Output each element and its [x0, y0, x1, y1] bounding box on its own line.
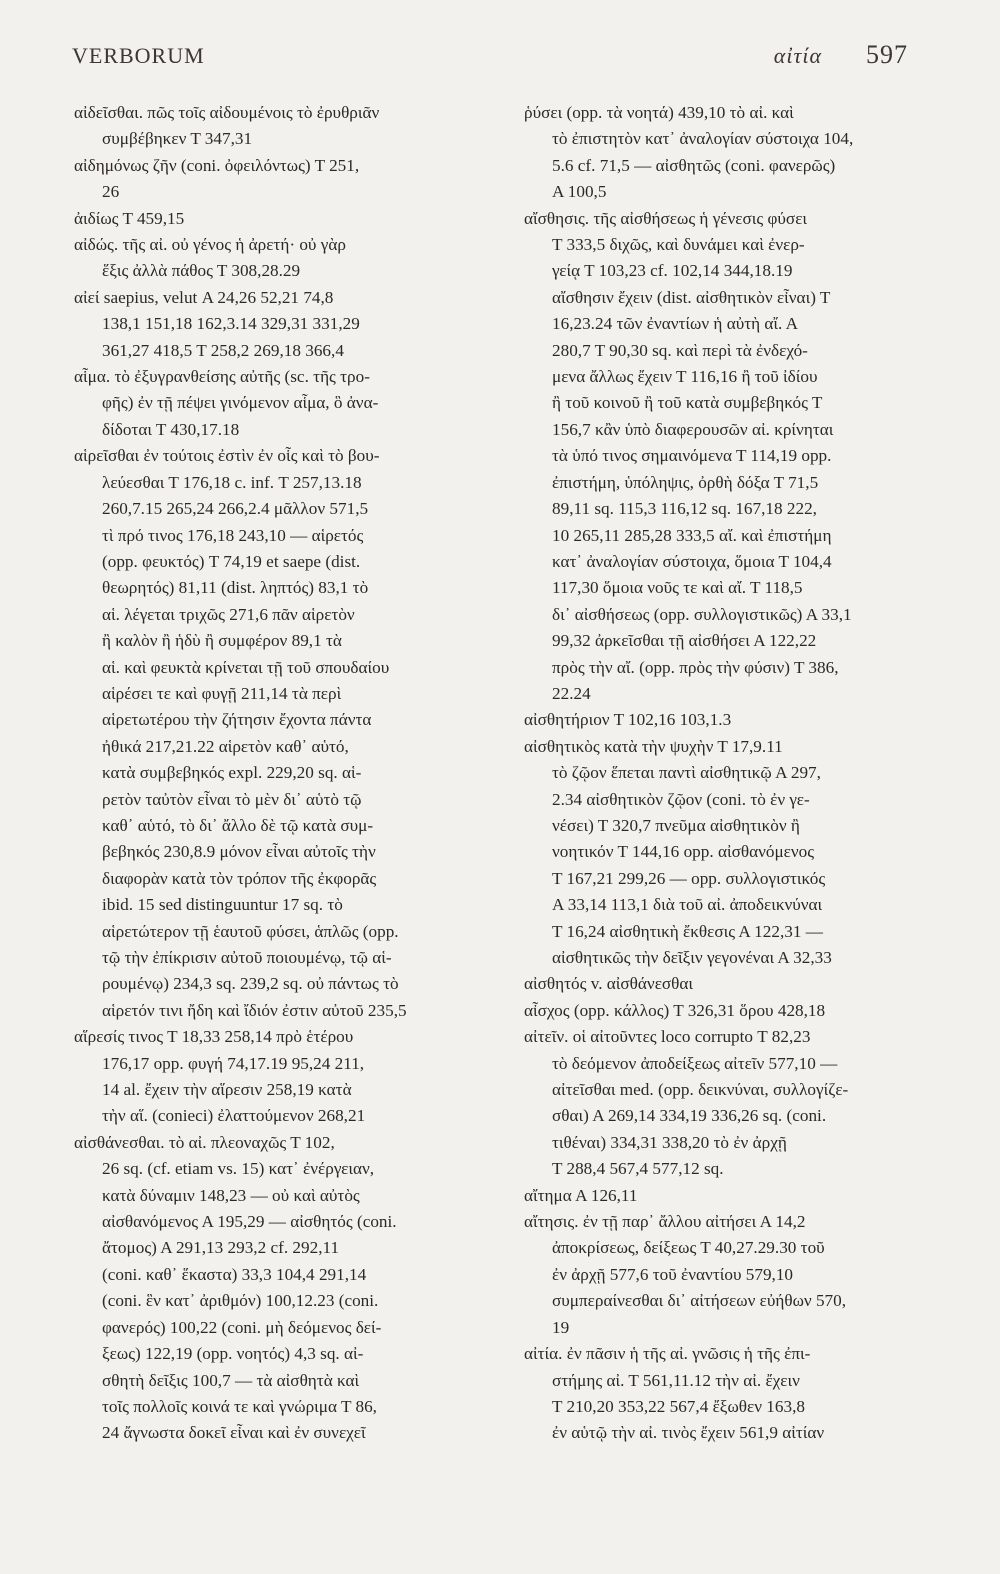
- entry-continuation-line: αἱρετωτέρου τὴν ζήτησιν ἔχοντα πάντα: [102, 710, 372, 730]
- dictionary-entry: [74, 206, 484, 232]
- dictionary-entry: [524, 100, 934, 206]
- entry-continuation-line: τὸ δεόμενον ἀποδείξεως αἰτεῖν 577,10 —: [552, 1053, 838, 1073]
- entry-continuation-line: ἐν αὑτῷ τὴν αἰ. τινὸς ἔχειν 561,9 αἰτίαν: [552, 1423, 825, 1443]
- entry-continuation-line: αἱρετώτερον τῇ ἑαυτοῦ φύσει, ἁπλῶς (opp.: [102, 921, 399, 941]
- entry-continuation-line: τὴν αἵ. (conieci) ἐλαττούμενον 268,21: [102, 1106, 366, 1126]
- entry-continuation-line: ἕξις ἀλλὰ πάθος Τ 308,28.29: [102, 261, 301, 281]
- entry-first-line: αἵρεσίς τινος Τ 18,33 258,14 πρὸ ἑτέρου: [74, 1027, 354, 1047]
- entry-continuation-line: λεύεσθαι Τ 176,18 c. inf. Τ 257,13.18: [102, 472, 362, 492]
- dictionary-entry: [74, 1130, 484, 1447]
- entry-continuation-line: ἐν ἀρχῇ 577,6 τοῦ ἐναντίου 579,10: [552, 1264, 794, 1284]
- entry-continuation-line: ἢ καλὸν ἢ ἡδὺ ἢ συμφέρον 89,1 τὰ: [102, 631, 342, 651]
- entry-continuation-line: βεβηκός 230,8.9 μόνον εἶναι αὐτοῖς τὴν: [102, 842, 376, 862]
- left-column: [74, 100, 484, 1447]
- entry-continuation-line: θεωρητός) 81,11 (dist. ληπτός) 83,1 τὸ: [102, 578, 369, 598]
- entry-continuation-line: ξεως) 122,19 (opp. νοητός) 4,3 sq. αἰ-: [102, 1344, 364, 1364]
- entry-continuation-line: συμπεραίνεσθαι δι᾽ αἰτήσεων εὐήθων 570,: [552, 1291, 847, 1311]
- entry-continuation-line: νοητικόν Τ 144,16 opp. αἰσθανόμενος: [552, 842, 815, 862]
- entry-continuation-line: Α 100,5: [552, 182, 607, 202]
- entry-first-line: αἴσθησις. τῆς αἰσθήσεως ἡ γένεσις φύσει: [524, 208, 808, 228]
- entry-continuation-line: τὸ ζῷον ἕπεται παντὶ αἰσθητικῷ Α 297,: [552, 763, 821, 783]
- entry-continuation-line: Τ 210,20 353,22 567,4 ἔξωθεν 163,8: [552, 1396, 805, 1416]
- entry-first-line: αἰεί saepius, velut Α 24,26 52,21 74,8: [74, 287, 334, 307]
- entry-continuation-line: ἢ τοῦ κοινοῦ ἢ τοῦ κατὰ συμβεβηκός Τ: [552, 393, 823, 413]
- entry-continuation-line: νέσει) Τ 320,7 πνεῦμα αἰσθητικὸν ἢ: [552, 815, 800, 835]
- entry-continuation-line: 156,7 κἂν ὑπὸ διαφερουσῶν αἰ. κρίνηται: [552, 419, 834, 439]
- entry-continuation-line: 117,30 ὅμοια νοῦς τε καὶ αἴ. Τ 118,5: [552, 578, 803, 598]
- entry-continuation-line: φῆς) ἐν τῇ πέψει γινόμενον αἷμα, ὃ ἀνα-: [102, 393, 379, 413]
- entry-continuation-line: ibid. 15 sed distinguuntur 17 sq. τὸ: [102, 895, 343, 915]
- entry-continuation-line: Τ 288,4 567,4 577,12 sq.: [552, 1159, 724, 1179]
- entry-continuation-line: αἴσθησιν ἔχειν (dist. αἰσθητικὸν εἶναι) Τ: [552, 287, 831, 307]
- entry-continuation-line: 22.24: [552, 683, 591, 703]
- dictionary-entry: [524, 1183, 934, 1209]
- entry-continuation-line: κατὰ δύναμιν 148,23 — οὐ καὶ αὐτὸς: [102, 1185, 360, 1205]
- dictionary-entry: [74, 100, 484, 153]
- entry-continuation-line: δίδοται Τ 430,17.18: [102, 419, 240, 439]
- entry-continuation-line: 361,27 418,5 Τ 258,2 269,18 366,4: [102, 340, 344, 360]
- entry-first-line: αἱρεῖσθαι ἐν τούτοις ἐστὶν ἐν οἷς καὶ τὸ βου-: [74, 446, 380, 466]
- entry-continuation-line: 16,23.24 τῶν ἐναντίων ἡ αὐτὴ αἴ. Α: [552, 314, 799, 334]
- entry-continuation-line: Α 33,14 113,1 διὰ τοῦ αἰ. ἀποδεικνύναι: [552, 895, 823, 915]
- entry-continuation-line: (coni. καθ᾽ ἕκαστα) 33,3 104,4 291,14: [102, 1264, 367, 1284]
- entry-continuation-line: μενα ἄλλως ἔχειν Τ 116,16 ἢ τοῦ ἰδίου: [552, 367, 818, 387]
- dictionary-entry: [524, 1209, 934, 1341]
- entry-first-line: ῥύσει (opp. τὰ νοητά) 439,10 τὸ αἰ. καὶ: [524, 103, 794, 122]
- dictionary-entry: [74, 364, 484, 443]
- entry-continuation-line: 5.6 cf. 71,5 — αἰσθητῶς (coni. φανερῶς): [552, 155, 836, 175]
- entry-continuation-line: 26: [102, 182, 120, 202]
- entry-first-line: αἶσχος (opp. κάλλος) Τ 326,31 ὅρου 428,18: [524, 1000, 826, 1020]
- dictionary-entry: [524, 707, 934, 733]
- entry-first-line: αἰδημόνως ζῆν (coni. ὀφειλόντως) Τ 251,: [74, 155, 360, 175]
- entry-continuation-line: ρουμένῳ) 234,3 sq. 239,2 sq. οὐ πάντως τὸ: [102, 974, 399, 994]
- entry-continuation-line: (opp. φευκτός) Τ 74,19 et saepe (dist.: [102, 551, 361, 571]
- entry-first-line: αἰτεῖν. οἱ αἰτοῦντες loco corrupto Τ 82,23: [524, 1027, 811, 1047]
- entry-continuation-line: αἱ. λέγεται τριχῶς 271,6 πᾶν αἱρετὸν: [102, 604, 355, 624]
- entry-continuation-line: καθ᾽ αὑτό, τὸ δι᾽ ἄλλο δὲ τῷ κατὰ συμ-: [102, 815, 374, 835]
- right-column: [524, 100, 934, 1447]
- dictionary-entry: [524, 1341, 934, 1447]
- dictionary-entry: [524, 1024, 934, 1182]
- entry-continuation-line: τοῖς πολλοῖς κοινά τε καὶ γνώριμα Τ 86,: [102, 1396, 377, 1416]
- dictionary-entry: [524, 998, 934, 1024]
- entry-continuation-line: γείᾳ Τ 103,23 cf. 102,14 344,18.19: [552, 261, 793, 281]
- entry-continuation-line: σθητὴ δεῖξις 100,7 — τὰ αἰσθητὰ καὶ: [102, 1370, 360, 1390]
- entry-first-line: αἷμα. τὸ ἐξυγρανθείσης αὐτῆς (sc. τῆς τρο-: [74, 367, 370, 387]
- entry-continuation-line: 2.34 αἰσθητικὸν ζῷον (coni. τὸ ἐν γε-: [552, 789, 810, 809]
- entry-first-line: αἰσθητικὸς κατὰ τὴν ψυχὴν Τ 17,9.11: [524, 736, 783, 756]
- entry-continuation-line: 280,7 Τ 90,30 sq. καὶ περὶ τὰ ἐνδεχό-: [552, 340, 808, 360]
- entry-continuation-line: κατὰ συμβεβηκός expl. 229,20 sq. αἱ-: [102, 763, 362, 783]
- entry-continuation-line: φανερός) 100,22 (coni. μὴ δεόμενος δεί-: [102, 1317, 382, 1337]
- dictionary-entry: [524, 206, 934, 708]
- entry-continuation-line: 26 sq. (cf. etiam vs. 15) κατ᾽ ἐνέργειαν,: [102, 1159, 375, 1179]
- entry-continuation-line: ρετὸν ταὐτὸν εἶναι τὸ μὲν δι᾽ αὑτὸ τῷ: [102, 789, 362, 809]
- dictionary-entry: [74, 1024, 484, 1130]
- running-head: [72, 40, 908, 70]
- entry-first-line: ἀιδίως Τ 459,15: [74, 208, 185, 228]
- entry-continuation-line: Τ 167,21 299,26 — opp. συλλογιστικός: [552, 868, 826, 888]
- entry-continuation-line: συμβέβηκεν Τ 347,31: [102, 129, 253, 149]
- running-head-title: VERBORUM: [72, 43, 205, 68]
- entry-continuation-line: (coni. ἓν κατ᾽ ἀριθμόν) 100,12.23 (coni.: [102, 1291, 379, 1311]
- entry-continuation-line: ἀποκρίσεως, δείξεως Τ 40,27.29.30 τοῦ: [552, 1238, 825, 1258]
- entry-first-line: αἰτία. ἐν πᾶσιν ἡ τῆς αἰ. γνῶσις ἡ τῆς ἐπι-: [524, 1344, 811, 1364]
- entry-continuation-line: αἰσθανόμενος Α 195,29 — αἰσθητός (coni.: [102, 1212, 397, 1232]
- entry-continuation-line: σθαι) Α 269,14 334,19 336,26 sq. (coni.: [552, 1106, 827, 1126]
- entry-continuation-line: στήμης αἰ. Τ 561,11.12 τὴν αἰ. ἔχειν: [552, 1370, 800, 1390]
- entry-continuation-line: 24 ἄγνωστα δοκεῖ εἶναι καὶ ἐν συνεχεῖ: [102, 1423, 366, 1443]
- entry-continuation-line: αἱρέσει τε καὶ φυγῇ 211,14 τὰ περὶ: [102, 683, 342, 703]
- entry-continuation-line: αἱ. καὶ φευκτὰ κρίνεται τῇ τοῦ σπουδαίου: [102, 657, 390, 677]
- entry-continuation-line: τῷ τὴν ἐπίκρισιν αὐτοῦ ποιουμένῳ, τῷ αἱ-: [102, 948, 392, 967]
- entry-continuation-line: τὰ ὑπό τινος σημαινόμενα Τ 114,19 opp.: [552, 446, 832, 466]
- entry-continuation-line: δι᾽ αἰσθήσεως (opp. συλλογιστικῶς) Α 33,1: [552, 604, 852, 624]
- entry-first-line: αἰδεῖσθαι. πῶς τοῖς αἰδουμένοις τὸ ἐρυθριᾶν: [74, 103, 380, 122]
- entry-continuation-line: διαφορὰν κατὰ τὸν τρόπον τῆς ἐκφορᾶς: [102, 868, 377, 888]
- entry-continuation-line: 138,1 151,18 162,3.14 329,31 331,29: [102, 314, 360, 334]
- entry-continuation-line: 89,11 sq. 115,3 116,12 sq. 167,18 222,: [552, 499, 817, 519]
- entry-continuation-line: ἠθικά 217,21.22 αἱρετὸν καθ᾽ αὑτό,: [102, 736, 349, 756]
- dictionary-entry: [74, 153, 484, 206]
- entry-continuation-line: Τ 16,24 αἰσθητικὴ ἔκθεσις Α 122,31 —: [552, 921, 823, 941]
- entry-continuation-line: τὸ ἐπιστητὸν κατ᾽ ἀναλογίαν σύστοιχα 104,: [552, 129, 854, 149]
- entry-first-line: αἰσθητός v. αἰσθάνεσθαι: [524, 974, 694, 994]
- entry-first-line: αἴτημα Α 126,11: [524, 1185, 638, 1205]
- entry-continuation-line: κατ᾽ ἀναλογίαν σύστοιχα, ὅμοια Τ 104,4: [552, 551, 832, 571]
- entry-continuation-line: 10 265,11 285,28 333,5 αἴ. καὶ ἐπιστήμη: [552, 525, 832, 545]
- dictionary-entry: [524, 971, 934, 997]
- dictionary-entry: [74, 285, 484, 364]
- entry-continuation-line: αἱρετόν τινι ἤδη καὶ ἴδιόν ἐστιν αὐτοῦ 235,5: [102, 1000, 407, 1020]
- entry-continuation-line: 14 al. ἔχειν τὴν αἵρεσιν 258,19 κατὰ: [102, 1080, 352, 1100]
- entry-first-line: αἰσθητήριον Τ 102,16 103,1.3: [524, 710, 732, 730]
- running-head-right: [774, 40, 908, 70]
- entry-continuation-line: Τ 333,5 διχῶς, καὶ δυνάμει καὶ ἐνερ-: [552, 235, 805, 255]
- entry-continuation-line: ἐπιστήμη, ὑπόληψις, ὀρθὴ δόξα Τ 71,5: [552, 472, 819, 492]
- entry-continuation-line: 19: [552, 1317, 570, 1337]
- running-head-word: αἰτία: [773, 43, 822, 68]
- entry-continuation-line: πρὸς τὴν αἴ. (opp. πρὸς τὴν φύσιν) Τ 386,: [552, 657, 839, 677]
- entry-continuation-line: 260,7.15 265,24 266,2.4 μᾶλλον 571,5: [102, 499, 369, 519]
- dictionary-entry: [74, 443, 484, 1024]
- entry-continuation-line: τιθέναι) 334,31 338,20 τὸ ἐν ἀρχῇ: [552, 1132, 787, 1152]
- page-number: 597: [866, 40, 908, 69]
- dictionary-entry: [524, 734, 934, 972]
- entry-first-line: αἰδώς. τῆς αἰ. οὐ γένος ἡ ἀρετή· οὐ γὰρ: [74, 235, 346, 255]
- dictionary-entry: [74, 232, 484, 285]
- entry-continuation-line: αἰσθητικῶς τὴν δεῖξιν γεγονέναι Α 32,33: [552, 948, 832, 967]
- entry-continuation-line: 99,32 ἀρκεῖσθαι τῇ αἰσθήσει Α 122,22: [552, 631, 817, 651]
- entry-first-line: αἰσθάνεσθαι. τὸ αἰ. πλεοναχῶς Τ 102,: [74, 1132, 335, 1152]
- entry-continuation-line: 176,17 opp. φυγή 74,17.19 95,24 211,: [102, 1053, 365, 1073]
- entry-first-line: αἴτησις. ἐν τῇ παρ᾽ ἄλλου αἰτήσει Α 14,2: [524, 1212, 806, 1232]
- entry-continuation-line: αἰτεῖσθαι med. (opp. δεικνύναι, συλλογίζε-: [552, 1080, 849, 1100]
- entry-continuation-line: τὶ πρό τινος 176,18 243,10 — αἱρετός: [102, 525, 364, 545]
- entry-continuation-line: ἄτομος) Α 291,13 293,2 cf. 292,11: [102, 1238, 340, 1258]
